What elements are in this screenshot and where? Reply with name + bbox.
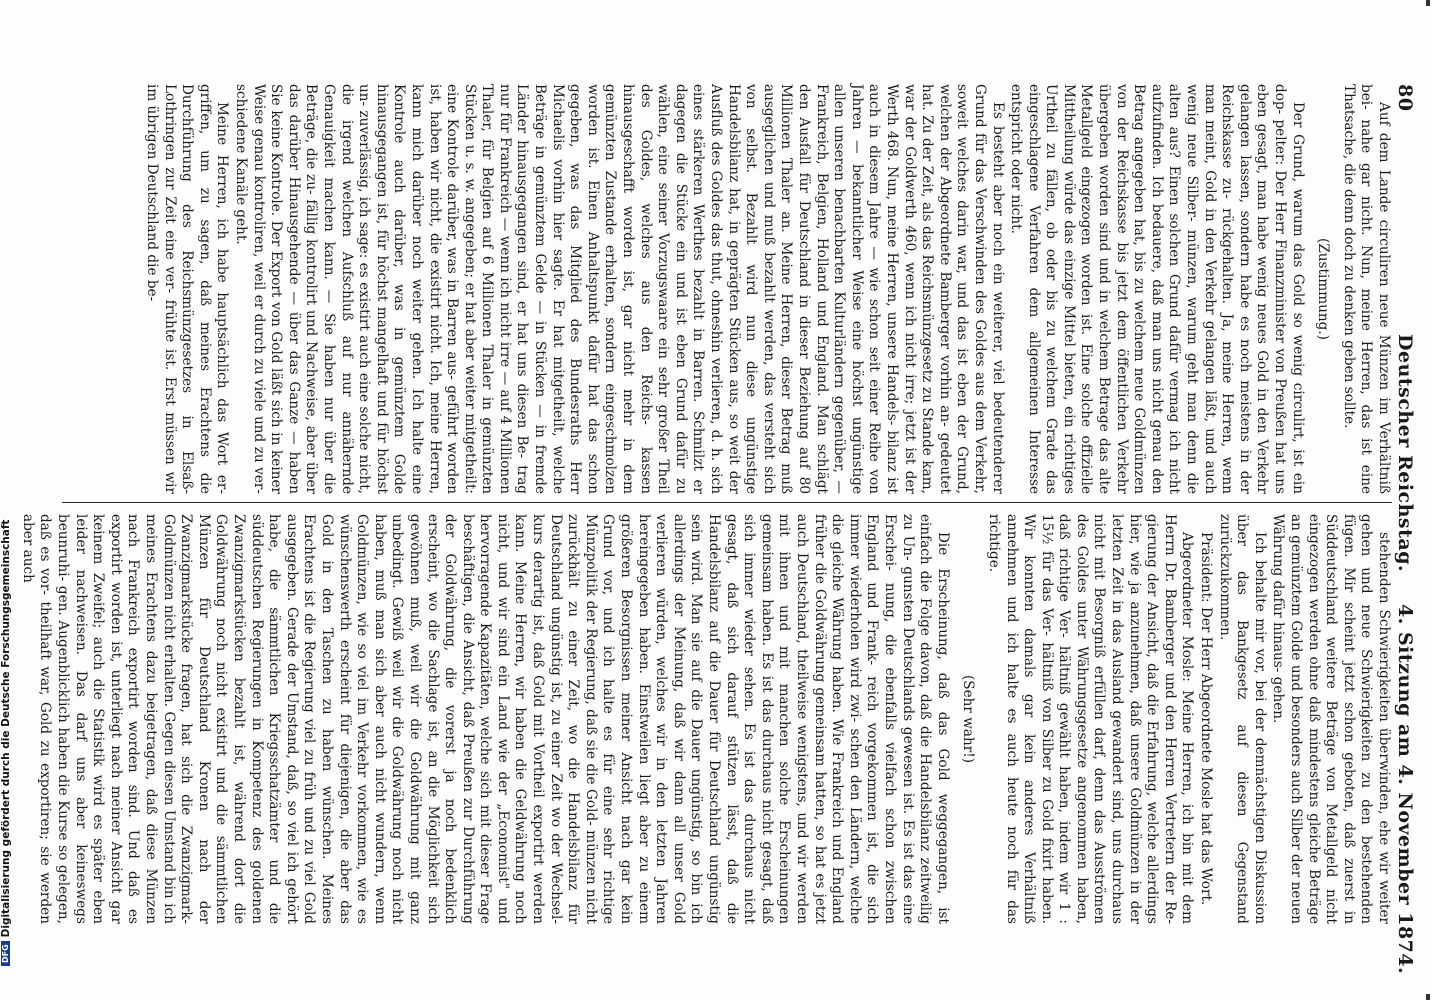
page-header <box>1388 84 1418 984</box>
page-title: Deutscher Reichstag. <box>1394 334 1416 573</box>
paragraph: Die Erscheinung, daß das Gold weggegangen, ist einfach die Folge davon, daß die Handelsbilanz zeitweilig zu Un- gunsten Deutschlands gewesen ist. Es ist das eine Erschei- nung, die ebenfalls vielfach schon zwischen England und Frank- reich vorgekommen ist, die sich immer wiederholen wird zwi- schen den Ländern, welche die gleiche Währung haben. Wie Frankreich und England früher die Goldwährung gemeinsam hatten, so hat es jetzt auch Deutschland, theilweise wenigstens, und wir werden mit ihnen und mit manchen solche Erscheinungen gemeinsam haben. Es ist das durchaus nicht gesagt, daß sich immer wieder sehen. Es ist das durchaus nicht gesagt, daß sich darauf stützen lässt, daß die Handelsbilanz auf die Dauer für Deutschland ungünstig sein wird. Man sie auf die Dauer ungünstig, so bin ich allerdings der Meinung, daß wir dann all unser Gold verlieren würden, welches wir in den letzten Jahren hereingegeben haben. Einstweilen liegt aber zu einem größeren Besorgnissen meiner Ansicht nach gar kein Grund vor, und ich halte es für eine sehr richtige Münzpolitik der Regierung, daß sie die Gold- münzen nicht zurückhält zu einer Zeit, wo die Handelsbilanz für Deutschland ungünstig ist, zu einer Zeit wo der Wechsel- kurs derartig ist, daß Gold mit Vortheil exportirt werden kann. Meine Herren, wir haben die Geldwährung noch nicht, und wir sind ein Land wie der „Economist" und hervorragende Kapazitäten, welche sich mit dieser Frage beschäftigen, die Ansicht, daß Preußen zur Durchführung der Goldwährung, die vorerst ja noch bedenklich erscheint, wo die Sachlage ist, an die Möglichkeit sich gewöhnen muß, weil wir die Goldwährung mit ganz unbedingt. Gewiß weil wir die Goldwährung noch nicht haben, muß man sich aber auch nicht wundern, wenn Goldmünzen, wie so viel im Verkehr vorkommen, wie es wünschenswerth erscheint für diejenigen, die aber das Gold in den Taschen zu haben wünschen. Meines Erachtens ist die Regierung viel zu früh und zu viel Gold ausgegeben. Gerade der Umstand, daß, so viel ich gehört habe, die sämmtlichen Kriegsschatzämter und die süddeutschen Regierungen in Kompetenz des goldenen Zwanzigmarkstücken bezahlt ist, während dort die Goldwährung noch nicht existirt und die sämmtlichen Münzen für Deutschland Kronen nach der Zwanzigmarkstücke fragen, hat sich die Zwanzigmark-Goldmünzen nicht erhalten. Gegen diesen Umstand bin ich meines Erachtens dazu beigetragen, daß diese Münzen nach Frankreich exportirt worden sind. Und daß es exportirt worden ist, unterliegt nach meiner Ansicht gar keinem Zweifel; auch die Statistik wird es später eben leider nachweisen. Das darf uns aber keineswegs beunruhi- gen. Augenblicklich haben die Kurse so gelegen, daß es vor- theilhaft war, Gold zu exportiren; sie werden aber auch <box>19 514 951 924</box>
right-column <box>19 514 1392 924</box>
page-number: 80 <box>1394 84 1416 112</box>
speaker-line: Präsident: Der Herr Abgeordnete Mosle hat das Wort. <box>1198 532 1215 906</box>
session-date: 4. Sitzung am 4. November 1874. <box>1394 604 1416 975</box>
interjection: (Sehr wahr!) <box>960 675 977 763</box>
paragraph: Es besteht aber noch ein weiterer, viel bedeutenderer Grund für das Verschwinden des Goldes aus dem Verkehr, soweit welches darin war, und das ist eben der Grund, welchen der Abgeordnete Bamberger vorhin an- gedeutet hat. Zu der Zeit, als das Reichsmünzgesetz zu Stande kam, war der Goldwerth 460, wenn ich nicht irre; jetzt ist der Werth 468. Nun, meine Herren, unsere Handels- bilanz ist auch in diesem Jahre — wie schon seit einer Reihe von Jahren — bekanntlicher Weise eine höchst ungünstige allen unseren benachbarten Kulturländern gegenüber, — Frankreich, Belgien, Holland und England. Man schlägt den Ausfall für Deutschland in dieser Beziehung auf 80 Millionen Thaler an. Meine Herren, dieser Betrag muß ausgeglichen und muß bezahlt werden, das versteht sich von selbst. Bezahlt wird nun diese ungünstige Handelsbilanz hat, in geprägten Stücken aus, so weit der Ausfluß des Goldes das thut, ohneshin verlieren, d. h. sich eines stärkeren Werthes bezahlt in Barren. Schmilzt er dagegen die Stücke ein und ist eben Grund dafür zu wählen, eine seiner Vorzugswaare ein sehr großer Theil des Goldes, welches aus den Reichs- kassen hinausgeschafft worden ist, gar nicht mehr in dem gemünzten Zustande erhalten, sondern eingeschmolzen worden ist. Einen Anhaltspunkt dafür hat das schon gegeben, was das Mitglied des Bundesraths Herr Michaelis vorhin hier sagte. Er hat mitgetheilt, welche Beträge in gemünztem Gelde — in Stücken — in fremde Länder hinausgegangen sind, er hat uns diesen Be- trag nur für Frankreich — wenn ich nicht irre — auf 4 Millionen Thaler, für Belgien auf 6 Millionen Thaler in gemünzten Stücken u. s. w. angegeben; er hat aber weiter mitgetheilt: eine Kontrole darüber, was in Barren aus- geführt worden ist, haben wir nicht, die existirt nicht. Ich, meine Herren, kann mich darüber noch weiter gehen. Ich halte eine Kontrole auch darüber, was in gemünztem Golde hinausgegangen ist, für höchst mangelhaft und für höchst un- zuverlässig, ich sage: es existirt auch eine solche nicht, die irgend welchen Aufschluß auf nur annähernde Genauigkeit machen kann. — Sie haben nur über die Beträge, die zu- fällig kontrolirt und Nachweise, aber über das darüber Hinausgehende — über das Ganze — haben Sie keine Kontrole. Der Export von Gold läßt sich in keiner Weise genau kontroliren, weil er durch zu viele und zu ver- schiedene Kanäle geht. <box>233 84 1006 494</box>
digitization-credit <box>0 0 14 1000</box>
interjection: (Zustimmung.) <box>1315 238 1332 340</box>
paragraph: Ich behalte mir vor, bei der demnächstigen Diskussion über das Bankgesetz auf diesen Gegenstand zurückzukommen. <box>1216 514 1268 924</box>
edge-mark <box>1426 994 1430 1000</box>
paragraph: Meine Herren, ich habe hauptsächlich das Wort er- griffen, um zu sagen, daß meines Erachtens die Durchführung des Reichsmünzgesetzes in Elsaß-Lothringen zur Zeit eine ver- frühte ist. Erst müssen wir im übrigen Deutschland die be- <box>144 84 231 494</box>
rotated-page-content <box>19 0 1432 1000</box>
paragraph: Abgeordneter Mosle: Meine Herren, ich bin mit dem Herrn Dr. Bamberger und den Herren Vertretern der Re- gierung der Ansicht, daß die Erfahrung, welche allerdings hier, wie ja anzunehmen, daß unsere Goldmünzen in der letzten Zeit in das Ausland gewandert sind, uns durchaus nicht mit Besorgniß erfüllen darf, denn das Ausströmen des Goldes unter Währungsgesetze angenommen haben, daß richtige Ver- hältniß gewählt haben, indem wir 1 : 15½ für das Ver- hältniß von Silber zu Gold fixirt haben. Wir konnten damals gar kein anderes Verhältniß annehmen und ich halte es auch heute noch für das richtige. <box>985 514 1196 924</box>
left-column <box>52 84 1392 494</box>
dfg-logo: DFG <box>1 941 10 966</box>
edge-mark <box>1426 0 1430 6</box>
paragraph: Der Grund, warum das Gold so wenig circulirt, ist ein dop- pelter: Der Herr Finanzminister von Preußen hat uns eben gesagt, man habe wenig neues Gold in den Verkehr gelangen lassen, sondern habe es noch meistens in der Reichskasse zu- rückgehalten. Ja, meine Herren, wenn man meint, Gold in den Verkehr gelangen läßt, und auch wenig neue Silber- münzen, warum geht man denn die alten aus? Einen solchen Grund dafür vermag ich nicht aufzufinden. Ich bedauere, daß man uns nicht genau den Betrag angegeben hat, bis zu welchem neue Goldmünzen von der Reichskasse bis jetzt dem öffentlichen Verkehr übergeben worden sind und in welchem Betrage das alte Metallgeld eingezogen worden ist. Eine solche offizielle Mittheilung würde das einzige Mittel bieten, ein richtiges Urtheil zu fällen, ob oder bis zu welchem Grade das eingeschlagene Verfahren dem allgemeinen Interesse entspricht oder nicht. <box>1008 84 1306 494</box>
paragraph: stehenden Schwierigkeiten überwinden, ehe wir weiter gehen und neue Schwierigkeiten zu den bestehenden fügen. Mir scheint jetzt schon geboten, daß zuerst in Süddeutschland weitere Beträge von Metallgeld nicht eingezogen werden ohne daß mindestens gleiche Beträge an gemünztem Golde und besonders auch Silber der neuen Währung dafür hinaus- gehen. <box>1270 514 1392 924</box>
credit-text: Digitalisierung gefördert durch die Deutsche Forschungsgemeinschaft <box>0 519 12 938</box>
column-divider <box>62 502 1392 503</box>
paragraph: Auf dem Lande circuliren neue Münzen im Verhältniß bei- nahe gar nicht. Nun, meine Herren, das ist eine Thatsache, die denn doch zu denken geben sollte. <box>1340 84 1392 494</box>
